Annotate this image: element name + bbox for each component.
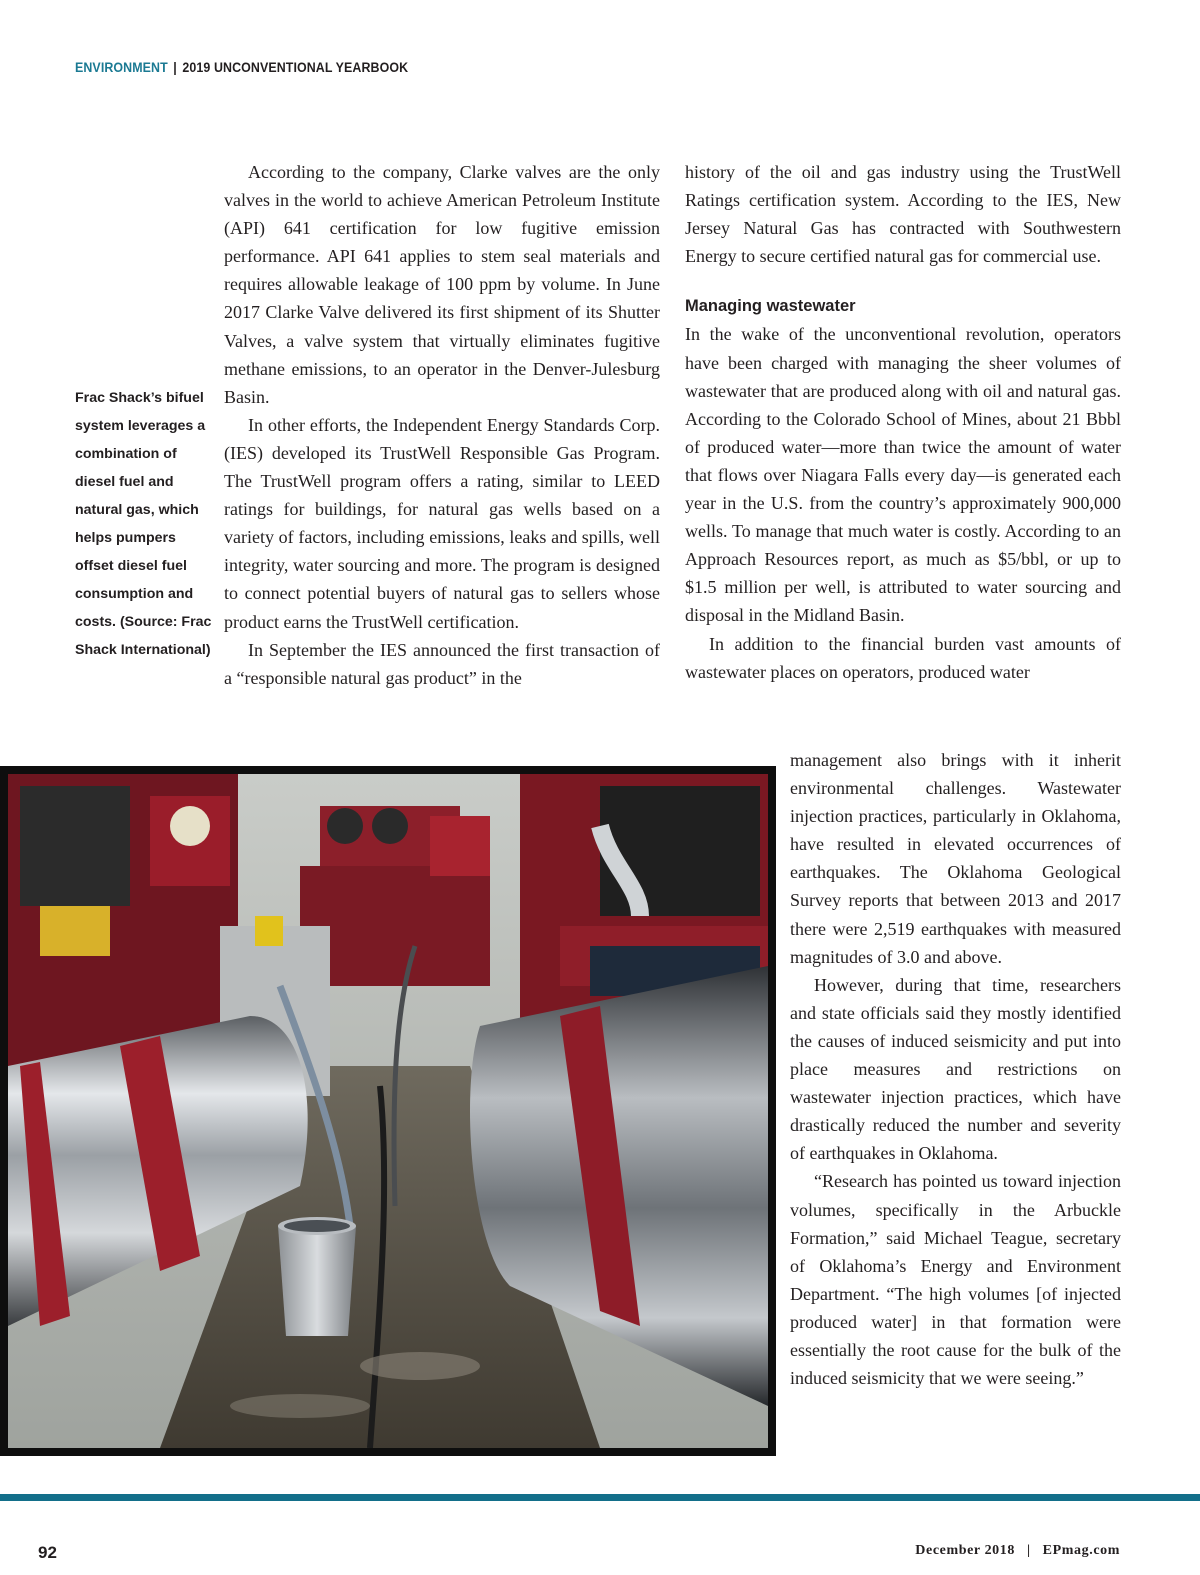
paragraph-continuation: history of the oil and gas industry using the TrustWell Ratings certification system. According to the IES, New Jersey Natural Gas has contracted with Southwestern Energy to secure certified natural gas for commercial use. [685,162,1121,267]
photo-caption: Frac Shack’s bifuel system leverages a combination of diesel fuel and natural gas, which helps pumpers offset diesel fuel consumption and costs. (Source: Frac Shack International) [75,390,212,658]
section-label: ENVIRONMENT [75,60,168,75]
paragraph-continuation: management also brings with it inherit environmental challenges. Wastewater injection practices, particularly in Oklahoma, have resulted in elevated occurrences of earthquakes. The Oklahoma Geological Survey reports that between 2013 and 2017 there were 2,519 earthquakes with measured magnitudes of 3.0 and above. [790,750,1121,967]
header-separator: | [173,60,177,75]
footer-separator: | [1026,1543,1031,1558]
website: EPmag.com [1042,1543,1120,1558]
paragraph: “Research has pointed us toward injection volumes, specifically in the Arbuckle Formation,” said Michael Teague, secretary of Oklahoma’s Energy and Environment Department. “The high volumes [of injected produced water] in that formation were essentially the root cause for the bulk of the induced seismicity that we were seeing.” [790,1171,1121,1389]
footer-info [915,1543,1120,1559]
article-column-2-wrap [790,746,1121,1392]
paragraph: In addition to the financial burden vast amounts of wastewater places on operators, produced water [685,633,1121,682]
paragraph: However, during that time, researchers and state officials said they mostly identified the causes of induced seismicity and put into place measures and restrictions on wastewater injection practices, which have drastically reduced the number and severity of earthquakes in Oklahoma. [790,974,1121,1164]
footer-rule [0,1494,1200,1501]
article-column-1 [224,158,660,692]
paragraph: In other efforts, the Independent Energy Standards Corp. (IES) developed its TrustWell Responsible Gas Program. The TrustWell program offers a rating, similar to LEED ratings for buildings, for natural gas wells based on a variety of factors, including emissions, leaks and spills, well integrity, water sourcing and more. The program is designed to connect potential buyers of natural gas to sellers whose product earns the TrustWell certification. [224,414,660,632]
paragraph: In September the IES announced the first transaction of a “responsible natural gas product” in the [224,639,660,688]
publication-title: 2019 UNCONVENTIONAL YEARBOOK [182,60,409,75]
paragraph: According to the company, Clarke valves are the only valves in the world to achieve American Petroleum Institute (API) 641 certification for low fugitive emission performance. API 641 applies to stem seal materials and requires allowable leakage of 100 ppm by volume. In June 2017 Clarke Valve delivered its first shipment of its Shutter Valves, a valve system that virtually eliminates fugitive methane emissions, to an operator in the Denver-Julesburg Basin. [224,162,660,407]
running-header [75,60,408,75]
page-number: 92 [38,1543,57,1562]
issue-date: December 2018 [915,1543,1015,1558]
article-column-2 [685,158,1121,686]
section-heading: Managing wastewater [685,297,856,316]
photo-frac-shack-tanks [0,766,776,1456]
paragraph: In the wake of the unconventional revolution, operators have been charged with managing the sheer volumes of wastewater that are produced along with oil and natural gas. According to the Colorado School of Mines, about 21 Bbbl of produced water—more than twice the amount of water that flows over Niagara Falls every day—is generated each year in the U.S. from the country’s approximately 900,000 wells. To manage that much water is costly. According to an Approach Resources report, as much as $5/bbl, or up to $1.5 million per well, is attributed to water sourcing and disposal in the Midland Basin. [685,324,1121,626]
